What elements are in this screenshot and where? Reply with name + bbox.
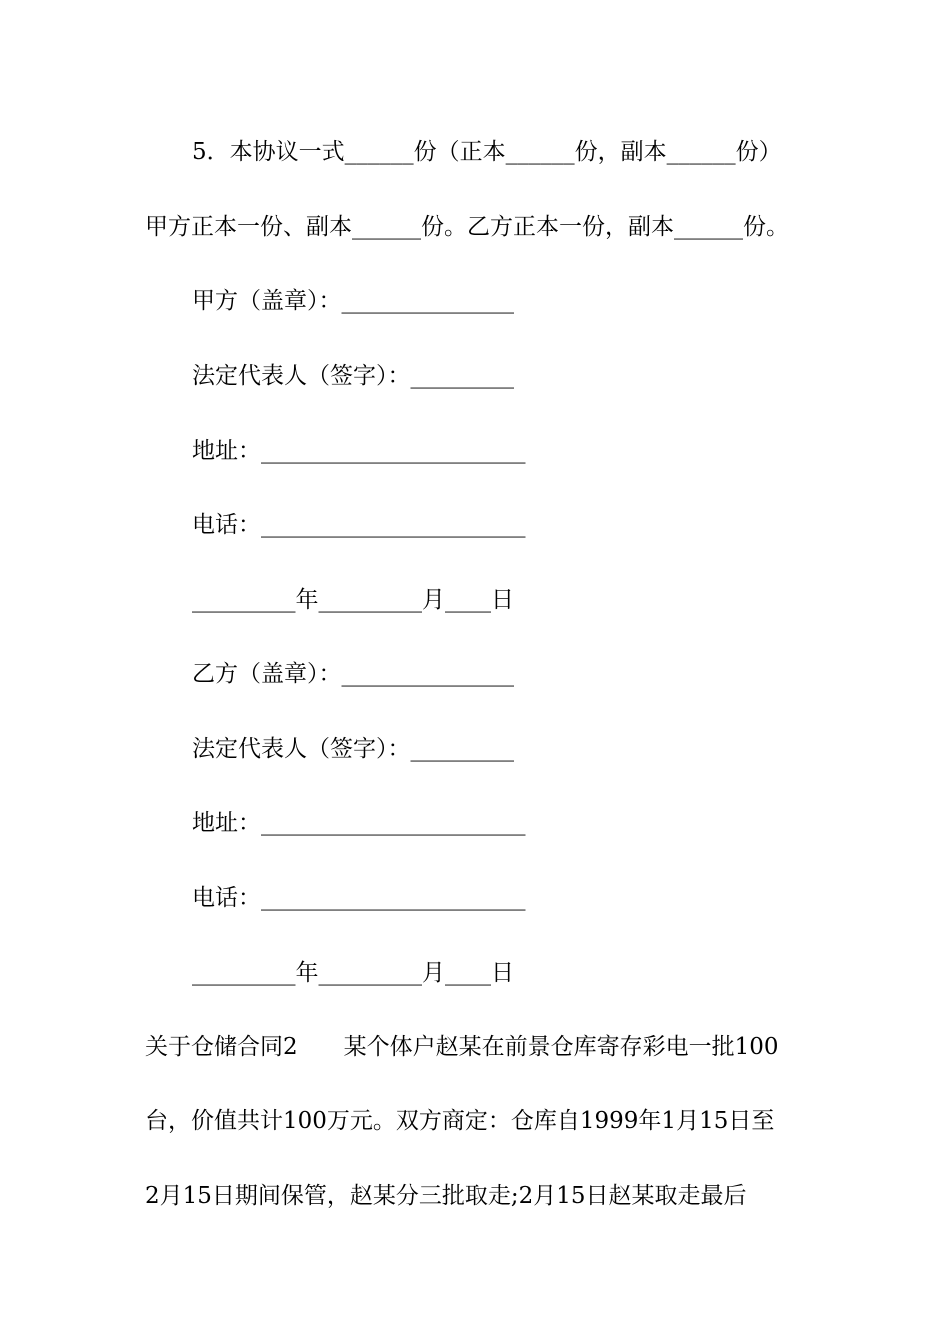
clause-5-line-2: 甲方正本一份、副本______份。乙方正本一份，副本______份。 [145, 214, 789, 240]
party-a-seal-field: 甲方（盖章）：_______________ [192, 288, 514, 314]
party-a-address-field: 地址：_______________________ [192, 438, 526, 464]
party-a-date-field: _________年_________月____日 [192, 587, 514, 613]
case-paragraph-line-2: 台，价值共计100万元。双方商定：仓库自1999年1月15日至 [145, 1108, 775, 1134]
case-paragraph-line-1: 关于仓储合同2 某个体户赵某在前景仓库寄存彩电一批100 [145, 1034, 779, 1060]
party-a-phone-field: 电话：_______________________ [192, 512, 526, 538]
party-b-date-field: _________年_________月____日 [192, 960, 514, 986]
party-b-address-field: 地址：_______________________ [192, 810, 526, 836]
party-b-seal-field: 乙方（盖章）：_______________ [192, 661, 514, 687]
case-paragraph-line-3: 2月15日期间保管，赵某分三批取走;2月15日赵某取走最后 [145, 1183, 747, 1209]
party-b-phone-field: 电话：_______________________ [192, 885, 526, 911]
clause-5-line-1: 5．本协议一式______份（正本______份，副本______份） [192, 139, 782, 165]
party-b-representative-field: 法定代表人（签字）：_________ [192, 736, 514, 762]
party-a-representative-field: 法定代表人（签字）：_________ [192, 363, 514, 389]
